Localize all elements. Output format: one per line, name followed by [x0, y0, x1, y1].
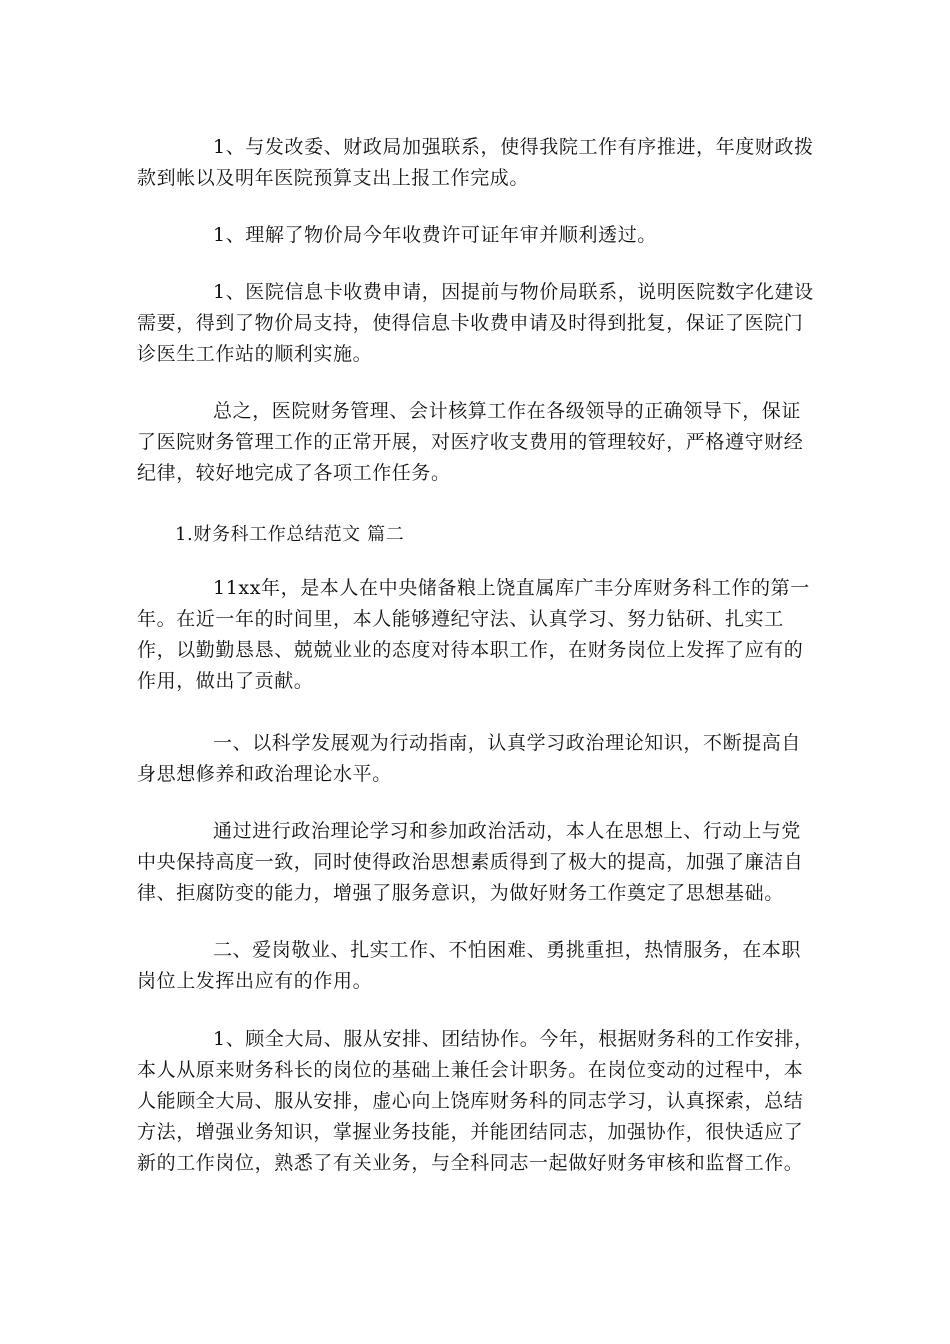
- paragraph-summary: 总之，医院财务管理、会计核算工作在各级领导的正确领导下，保证了医院财务管理工作的正常开展，对医疗收支费用的管理较好，严格遵守财经纪律，较好地完成了各项工作任务。: [137, 400, 804, 484]
- paragraph-price-license: 1、理解了物价局今年收费许可证年审并顺利透过。: [213, 224, 657, 246]
- paragraph-info-card-fee: 1、医院信息卡收费申请，因提前与物价局联系，说明医院数字化建设需要，得到了物价局支持，使得信息卡收费申请及时得到批复，保证了医院门诊医生工作站的顺利实施。: [137, 281, 814, 365]
- paragraph-budget-liaison: 1、与发改委、财政局加强联系，使得我院工作有序推进，年度财政拨款到帐以及明年医院预算支出上报工作完成。: [137, 136, 814, 189]
- paragraph-teamwork: 1、顾全大局、服从安排、团结协作。今年，根据财务科的工作安排，本人从原来财务科长的岗位的基础上兼任会计职务。在岗位变动的过程中，本人能顾全大局、服从安排，虚心向上饶库财务科的同志学习，认真探索，总结方法，增强业务知识，掌握业务技能，并能团结同志，加强协作，很快适应了新的工作岗位，熟悉了有关业务，与全科同志一起做好财务审核和监督工作。: [137, 1028, 814, 1174]
- paragraph-point-two: 二、爱岗敬业、扎实工作、不怕困难、勇挑重担，热情服务，在本职岗位上发挥出应有的作用。: [137, 939, 802, 992]
- paragraph-political-study: 通过进行政治理论学习和参加政治活动，本人在思想上、行动上与党中央保持高度一致，同时使得政治思想素质得到了极大的提高，加强了廉洁自律、拒腐防变的能力，增强了服务意识，为做好财务工作奠定了思想基础。: [137, 820, 804, 904]
- paragraph-point-one: 一、以科学发展观为行动指南，认真学习政治理论知识，不断提高自身思想修养和政治理论水平。: [137, 732, 802, 785]
- section-heading: 1.财务科工作总结范文 篇二: [175, 524, 405, 545]
- paragraph-intro: 11xx年，是本人在中央储备粮上饶直属库广丰分库财务科工作的第一年。在近一年的时间里，本人能够遵纪守法、认真学习、努力钻研、扎实工作，以勤勤恳恳、兢兢业业的态度对待本职工作，在财务岗位上发挥了应有的作用，做出了贡献。: [137, 577, 810, 692]
